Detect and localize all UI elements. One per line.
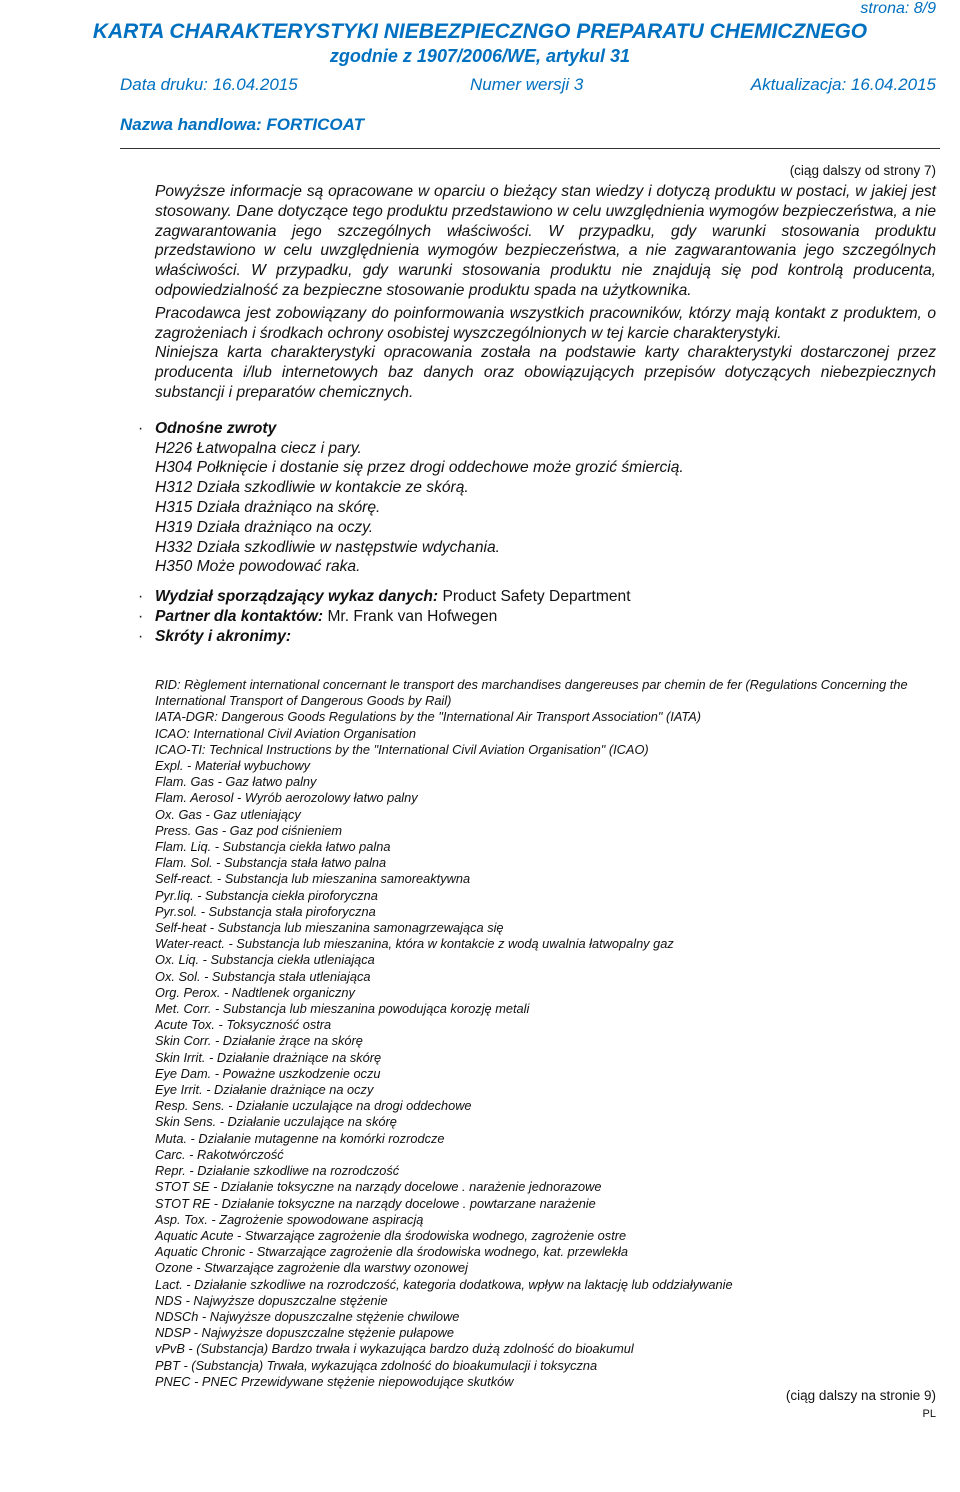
abbreviation-item: Flam. Sol. - Substancja stała łatwo palna [155,855,387,871]
abbreviation-item: Skin Corr. - Działanie żrące na skórę [155,1033,363,1049]
phrase-item: H312 Działa szkodliwie w kontakcie ze skórą. [155,479,469,497]
abbreviation-item: Resp. Sens. - Działanie uczulające na drogi oddechowe [155,1098,472,1114]
abbreviation-item: Org. Perox. - Nadtlenek organiczny [155,984,355,1000]
abbreviation-item: NDS - Najwyższe dopuszczalne stężenie [155,1292,388,1308]
phrase-item: H350 Może powodować raka. [155,558,361,576]
abbreviation-item: STOT SE - Działanie toksyczne na narządy docelowe . narażenie jednorazowe [155,1179,602,1195]
contact-label: Partner dla kontaktów: [155,607,324,625]
phrase-item: H319 Działa drażniąco na oczy. [155,518,374,536]
department-value: Product Safety Department [438,588,631,606]
abbreviation-item: IATA-DGR: Dangerous Goods Regulations by the "International Air Transport Association" (IATA) [155,709,702,725]
abbreviation-item: STOT RE - Działanie toksyczne na narządy docelowe . powtarzane narażenie [155,1195,596,1211]
abbreviation-item: Flam. Gas - Gaz łatwo palny [155,774,317,790]
abbreviation-item: Skin Irrit. - Działanie drażniące na skórę [155,1049,382,1065]
page-number: strona: 8/9 [860,0,936,17]
contact-value: Mr. Frank van Hofwegen [323,607,498,625]
phrase-item: H304 Połknięcie i dostanie się przez drogi oddechowe może grozić śmiercią. [155,459,684,477]
abbreviation-item: Pyr.liq. - Substancja ciekła piroforyczna [155,887,378,903]
bullet: · [138,607,144,625]
abbreviation-item: Ox. Liq. - Substancja ciekła utleniająca [155,952,375,968]
abbreviation-item: Acute Tox. - Toksyczność ostra [155,1017,332,1033]
main-content [138,182,936,647]
document-title: KARTA CHARAKTERYSTYKI NIEBEZPIECZNGO PREPARATU CHEMICZNEGO [92,20,868,43]
abbreviation-item: NDSP - Najwyższe dopuszczalne stężenie pułapowe [155,1325,454,1341]
abbreviation-item: Flam. Liq. - Substancja ciekła łatwo palna [155,839,391,855]
phrase-item: H226 Łatwopalna ciecz i pary. [155,439,362,457]
version-number: Numer wersji 3 [470,75,584,94]
abbreviation-item: Ox. Gas - Gaz utleniający [155,806,301,822]
abbreviation-item: PNEC - PNEC Przewidywane stężenie niepowodujące skutków [155,1373,514,1389]
info-paragraph: Powyższe informacje są opracowane w oparciu o bieżący stan wiedzy i dotyczą produktu w postaci, w jakiej jest stosowany. Dane dotyczące tego produktu przedstawiono w celu uwzględnienia wymogów bezpieczeństwa, a nie zagwarantowania jego szczególnych właściwości. W przypadku, gdy warunki stosowania produktu przedstawiono w celu uwzględnienia wymogów bezpieczeństwa, a nie zagwarantowania jego szczególnych właściwości. W przypadku, gdy warunki stosowania produktu nie znajdują się pod kontrolą producenta, odpowiedzialność za bezpieczne stosowanie produktu spada na użytkownika. [155,183,936,299]
abbreviation-item: Lact. - Działanie szkodliwe na rozrodczość, kategoria dodatkowa, wpływ na laktację lub oddziaływanie [155,1276,733,1292]
phrase-item: H332 Działa szkodliwie w następstwie wdychania. [155,538,500,556]
source-paragraph: Niniejsza karta charakterystyki opracowania została na podstawie karty charakterystyki dostarczonej przez producenta i/lub internetowych baz danych oraz obowiązujących przepisów dotyczących niebezpiecznych substancji i preparatów chemicznych. [155,344,936,401]
department-row [138,587,936,607]
abbreviation-item: PBT - (Substancja) Trwała, wykazująca zdolność do bioakumulacji i toksyczna [155,1357,598,1373]
abbreviation-item: Self-react. - Substancja lub mieszanina samoreaktywna [155,871,471,887]
relevant-phrases-heading: Odnośne zwroty [155,419,277,437]
abbreviation-item: vPvB - (Substancja) Bardzo trwała i wykazująca bardzo dużą zdolność do bioakumul [155,1341,634,1357]
abbreviations-heading: Skróty i akronimy: [155,627,292,645]
abbreviation-item: Ozone - Stwarzające zagrożenie dla warstwy ozonowej [155,1260,468,1276]
trade-name: Nazwa handlowa: FORTICOAT [120,115,364,134]
contact-row [138,607,936,627]
header-divider [120,148,940,149]
abbreviation-item: Aquatic Chronic - Stwarzające zagrożenie dla środowiska wodnego, kat. przewlekła [155,1244,629,1260]
abbreviation-item: ICAO: International Civil Aviation Organisation [155,725,417,741]
language-code: PL [922,1408,936,1420]
abbreviations-list [155,677,945,1390]
abbreviation-item: Pyr.sol. - Substancja stała piroforyczna [155,903,376,919]
abbreviation-item: Carc. - Rakotwórczość [155,1146,284,1162]
phrase-item: H315 Działa drażniąco na skórę. [155,498,381,516]
abbreviation-item: Ox. Sol. - Substancja stała utleniająca [155,968,371,984]
abbreviations-heading-row [138,627,936,647]
department-label: Wydział sporządzający wykaz danych: [155,588,439,606]
continuation-to: (ciąg dalszy na stronie 9) [785,1388,936,1403]
abbreviation-item: Asp. Tox. - Zagrożenie spowodowane aspiracją [155,1211,424,1227]
abbreviation-item: Repr. - Działanie szkodliwe na rozrodczość [155,1163,400,1179]
relevant-phrases-section [138,419,936,577]
abbreviation-item: Self-heat - Substancja lub mieszanina samonagrzewająca się [155,920,504,936]
abbreviation-item: RID: Règlement international concernant le transport des marchandises dangereuses par chemin de fer (Regulations Concerning the International Transport of Dangerous Goods by Rail) [155,677,908,709]
print-date: Data druku: 16.04.2015 [120,75,298,94]
update-date: Aktualizacja: 16.04.2015 [750,75,936,94]
abbreviation-item: Expl. - Materiał wybuchowy [155,758,311,774]
abbreviation-item: Flam. Aerosol - Wyrób aerozolowy łatwo palny [155,790,418,806]
abbreviation-item: ICAO-TI: Technical Instructions by the "International Civil Aviation Organisation" (ICAO) [155,741,649,757]
continuation-from: (ciąg dalszy od strony 7) [789,163,936,178]
abbreviation-item: Eye Dam. - Poważne uszkodzenie oczu [155,1065,381,1081]
document-subtitle: zgodnie z 1907/2006/WE, artykul 31 [329,46,631,66]
abbreviation-item: Press. Gas - Gaz pod ciśnieniem [155,822,343,838]
employer-paragraph: Pracodawca jest zobowiązany do poinformowania wszystkich pracowników, którzy mają kontakt z produktem, o zagrożeniach i środkach ochrony osobistej wyszczególnionych w tej karcie charakterystyki. [155,304,936,342]
abbreviation-item: Muta. - Działanie mutagenne na komórki rozrodcze [155,1130,445,1146]
abbreviation-item: NDSCh - Najwyższe dopuszczalne stężenie chwilowe [155,1308,460,1324]
abbreviation-item: Met. Corr. - Substancja lub mieszanina powodująca korozję metali [155,1001,530,1017]
abbreviation-item: Water-react. - Substancja lub mieszanina, która w kontakcie z wodą uwalnia łatwopalny gaz [155,936,674,952]
bullet: · [138,419,144,437]
abbreviation-item: Skin Sens. - Działanie uczulające na skórę [155,1114,397,1130]
bullet: · [138,588,144,606]
abbreviation-item: Eye Irrit. - Działanie drażniące na oczy [155,1082,374,1098]
bullet: · [138,627,144,645]
abbreviation-item: Aquatic Acute - Stwarzające zagrożenie dla środowiska wodnego, zagrożenie ostre [155,1227,627,1243]
